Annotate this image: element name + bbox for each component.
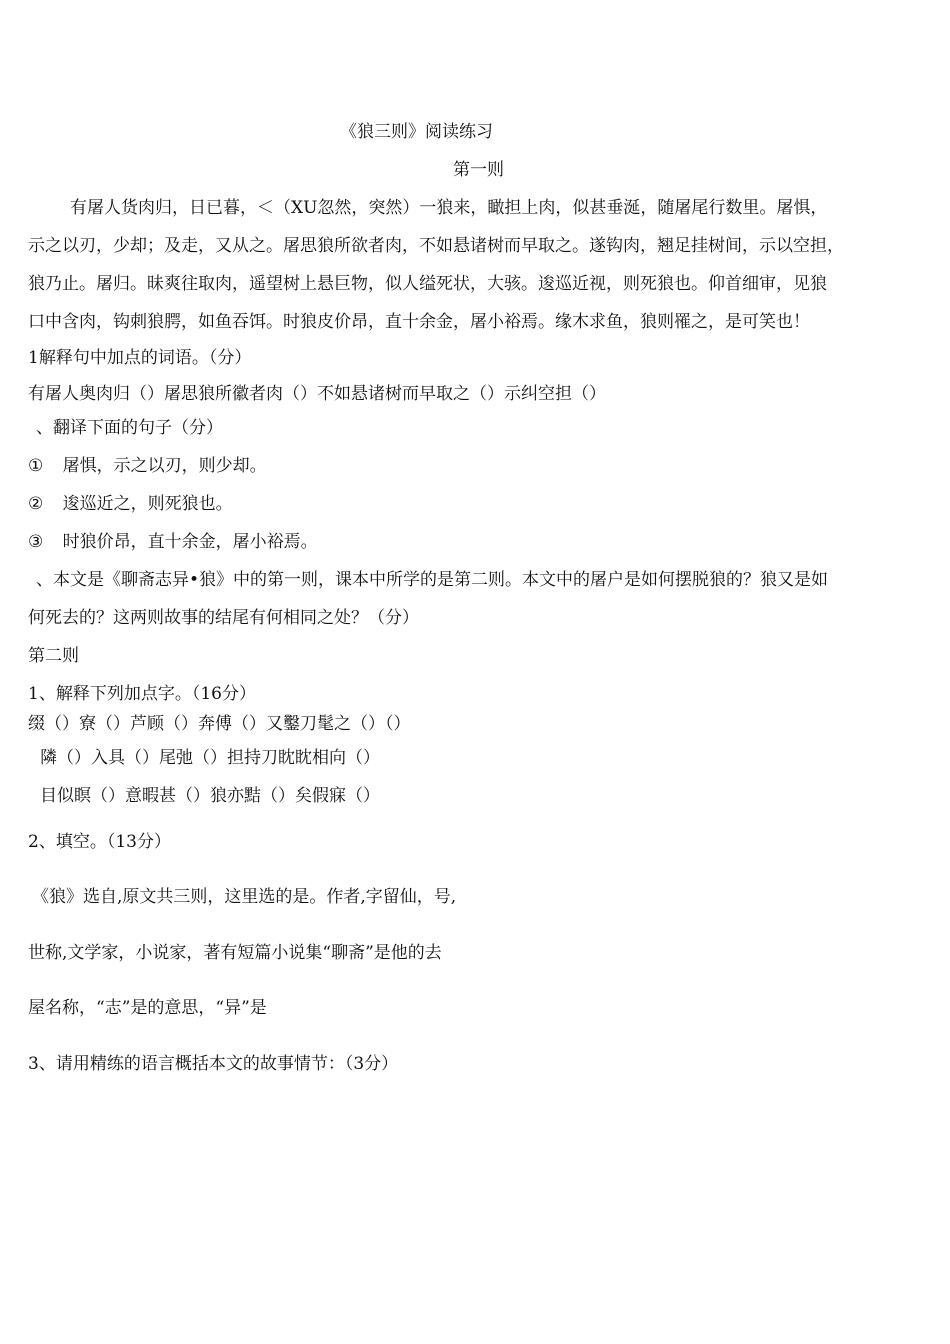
question-1-items: 有屠人奥肉归（）屠思狼所徽者肉（）不如悬诸树而早取之（）示纠空担（） — [28, 384, 606, 404]
section-heading-1: 第一则 — [453, 160, 504, 180]
item-marker: ② — [28, 494, 44, 514]
item-text: 屠惧，示之以刃，则少却。 — [62, 456, 267, 476]
item-text: 逡巡近之，则死狼也。 — [62, 494, 233, 514]
passage-line: 示之以刃，少却；及走，又从之。屠思狼所欲者肉，不如悬诸树而早取之。遂钩肉，翘足挂树间，示以空担， — [28, 236, 844, 256]
item-marker: ① — [28, 456, 44, 476]
item-text: 时狼价昂，直十余金，屠小裕焉。 — [62, 532, 318, 552]
vocab-line: 隣（）入具（）尾弛（）担持刀眈眈相向（） — [40, 748, 380, 768]
passage-line: 有屠人货肉归，日已暮，＜（XU忽然，突然）一狼来，瞰担上肉，似甚垂涎，随屠尾行数里。屠惧， — [70, 198, 828, 218]
fill-blank-line: 世称,文学家，小说家，著有短篇小说集“聊斋”是他的去 — [28, 943, 442, 963]
question-2-prompt: 、翻译下面的句子（分） — [36, 418, 223, 438]
translation-item — [28, 534, 318, 551]
question-3-line: 、本文是《聊斋志异•狼》中的第一则，课本中所学的是第二则。本文中的屠户是如何摆脱狼的？狼又是如 — [36, 570, 829, 590]
item-marker: ③ — [28, 532, 44, 552]
question-3-line: 何死去的？这两则故事的结尾有何相同之处？（分） — [28, 608, 419, 628]
passage-line: 狼乃止。屠归。昧爽往取肉，遥望树上悬巨物，似人缢死状，大骇。逡巡近视，则死狼也。仰首细审，见狼 — [28, 274, 827, 294]
section-heading-2: 第二则 — [28, 646, 79, 666]
translation-item — [28, 458, 267, 475]
question-2-prompt: 2、填空。（13分） — [28, 832, 171, 852]
document-title: 《狼三则》阅读练习 — [340, 122, 493, 142]
fill-blank-line: 《狼》选自,原文共三则，这里选的是。作者,字留仙，号, — [32, 887, 457, 907]
vocab-line: 目似瞑（）意暇甚（）狼亦黠（）矣假寐（） — [40, 786, 380, 806]
fill-blank-line: 屋名称，“志”是的意思，“异”是 — [28, 998, 267, 1018]
question-3-prompt: 3、请用精练的语言概括本文的故事情节：（3分） — [28, 1054, 399, 1074]
translation-item — [28, 496, 233, 513]
passage-line: 口中含肉，钩刺狼腭，如鱼吞饵。时狼皮价昂，直十余金，屠小裕焉。缘木求鱼，狼则罹之，是可笑也！ — [28, 312, 810, 332]
question-1-prompt: 1、解释下列加点字。（16分） — [28, 684, 256, 704]
vocab-line: 缀（）寮（）芦顾（）奔傅（）又鑿刀髦之（）（） — [28, 714, 411, 734]
question-1-prompt: 1解释句中加点的词语。（分） — [28, 348, 252, 368]
